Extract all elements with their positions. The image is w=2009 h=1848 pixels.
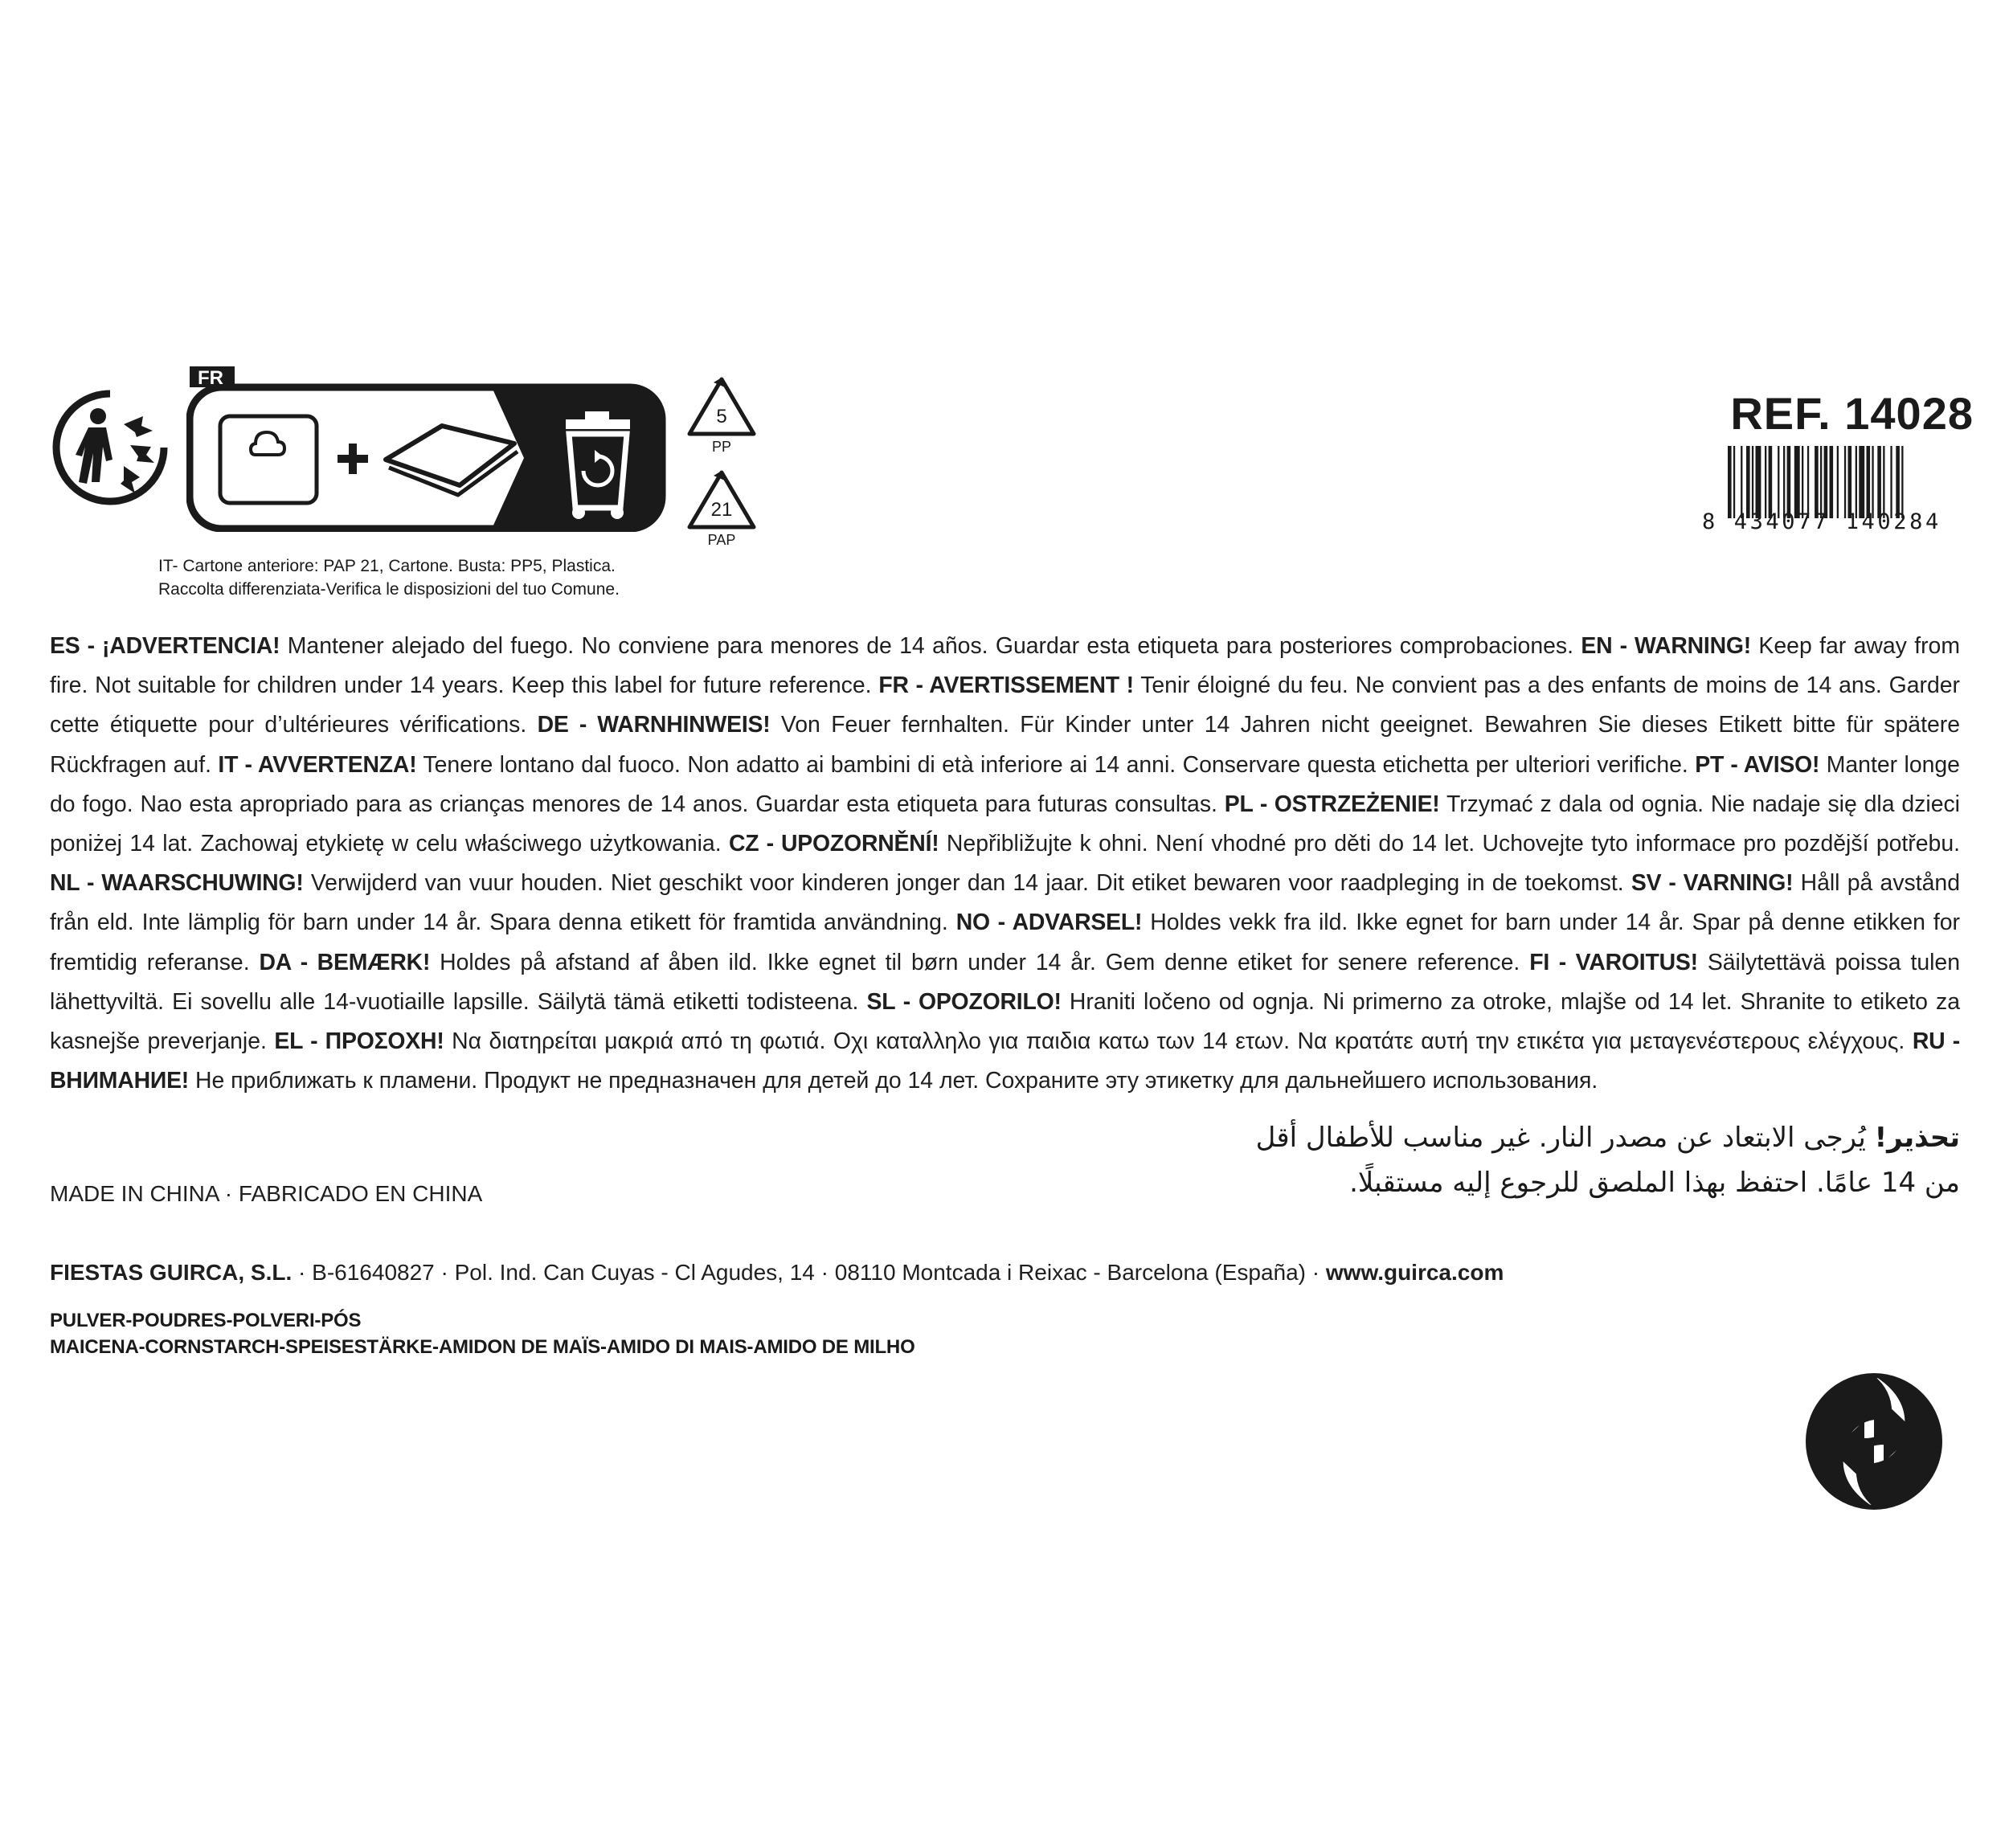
barcode-bar [1746,446,1750,518]
warning-text: Hraniti ločeno od ognja. Ni primerno za otroke, mlajše od 14 let. Shranite to etiketo za kasnejše preverjanje. [50,988,1961,1055]
multilingual-warnings [50,627,1960,1101]
barcode-bar [1872,446,1873,518]
warning-text: Manter longe do fogo. Nao esta apropriado para as crianças menores de 14 anos. Guardar esta etiqueta para futuras consultas. [50,751,1960,817]
barcode-bar [1778,446,1779,518]
pp-number: 5 [716,406,727,427]
barcode-bar [1901,446,1903,518]
barcode-digits: 8 434077 140284 [1702,509,1941,534]
fr-badge: FR [198,367,223,389]
barcode-bar [1844,446,1846,518]
product-reference: REF. 14028 [1730,388,1974,439]
barcode-bar [1890,446,1892,518]
barcode-bar [1867,446,1871,518]
arabic-warning-line-2: من 14 عامًا. احتفظ بهذا الملصق للرجوع إليه مستقبلًا. [1349,1167,1960,1199]
barcode-bar [1756,446,1761,518]
barcode-bar [1859,446,1864,518]
pap-label: PAP [707,532,736,548]
triman-recycling-icon [50,387,170,508]
warning-label: EL - ΠΡΟΣΟΧΗ! [274,1028,444,1055]
sorting-info-graphic [186,363,669,532]
warning-text: Mantener alejado del fuego. No conviene para menores de 14 años. Guardar esta etiqueta para posteriores comprobaciones. [280,633,1581,659]
barcode-bar [1802,446,1803,518]
warning-label: FI - VAROITUS! [1529,949,1698,975]
warning-text: Nepřibližujte k ohni. Není vhodné pro děti do 14 let. Uchovejte tyto informace pro pozdější potřebu. [939,831,1960,857]
warning-label: FR - AVERTISSEMENT ! [878,673,1134,699]
it-notice-line-2: Raccolta differenziata-Verifica le disposizioni del tuo Comune. [158,580,620,599]
barcode-bar [1752,446,1753,518]
warning-label: ES - ¡ADVERTENCIA! [50,633,280,659]
warning-label: DA - BEMÆRK! [259,949,431,975]
arabic-warning [1156,1115,1960,1205]
barcode [1728,446,1973,518]
company-info [50,1260,1504,1286]
barcode-bar [1783,446,1785,518]
barcode-bar [1769,446,1773,518]
barcode-bar [1820,446,1822,518]
green-dot-icon [1803,1371,1945,1512]
warning-text: Keep far away from fire. Not suitable for children under 14 years. Keep this label for future reference. [50,633,1960,699]
barcode-bar [1830,446,1834,518]
barcode-bar [1883,446,1884,518]
warning-label: IT - AVVERTENZA! [218,751,417,778]
warning-text: Von Feuer fernhalten. Für Kinder unter 14 Jahren nicht geeignet. Bewahren Sie dieses Etikett bitte für spätere Rückfragen auf. [50,712,1960,778]
company-address: · B-61640827 · Pol. Ind. Can Cuyas - Cl Agudes, 14 · 08110 Montcada i Reixac - Barcelona (España) · [292,1260,1326,1285]
barcode-bar [1794,446,1800,518]
barcode-bar [1728,446,1732,518]
arabic-warning-label: تحذير! [1874,1122,1960,1154]
warning-text: Håll på avstånd från eld. Inte lämplig för barn under 14 år. Spara denna etikett för framtida användning. [50,870,1960,936]
warning-label: CZ - UPOZORNĚNÍ! [728,831,939,857]
barcode-bar [1787,446,1791,518]
barcode-bar [1837,446,1839,518]
barcode-bar [1877,446,1881,518]
barcode-bar [1896,446,1900,518]
contents-line-1: PULVER-POUDRES-POLVERI-PÓS [50,1310,362,1331]
arabic-warning-text-1: يُرجى الابتعاد عن مصدر النار. غير مناسب للأطفال أقل [1255,1122,1875,1154]
warning-label: SV - VARNING! [1631,870,1794,897]
barcode-bar [1856,446,1857,518]
barcode-bar [1741,446,1742,518]
warning-text: Не приближать к пламени. Продукт не предназначен для детей до 14 лет. Сохраните эту этикетку для дальнейшего использования. [189,1068,1598,1094]
warning-text: Trzymać z dala od ognia. Nie nadaje się dla dzieci poniżej 14 lat. Zachowaj etykietę w celu właściwego użytkowania. [50,791,1960,857]
barcode-bar [1815,446,1819,518]
warning-label: EN - WARNING! [1581,633,1752,659]
warning-label: NO - ADVARSEL! [955,910,1143,936]
it-notice-line-1: IT- Cartone anteriore: PAP 21, Cartone. Busta: PP5, Plastica. [158,557,616,575]
pp-recycling-icon [681,374,762,455]
arabic-warning-line-1 [1156,1115,1960,1160]
warning-label: SL - OPOZORILO! [866,988,1062,1015]
warning-text: Säilytettävä poissa tulen lähettyviltä. Ei sovellu alle 14-vuotiaille lapsille. Säilytä tämä etiketti todisteena. [50,949,1961,1015]
warning-label: DE - WARNHINWEIS! [537,712,771,738]
contents-line-2: MAICENA-CORNSTARCH-SPEISESTÄRKE-AMIDON DE MAÏS-AMIDO DI MAIS-AMIDO DE MILHO [50,1336,915,1358]
barcode-bar [1824,446,1828,518]
barcode-bar [1807,446,1809,518]
made-in-label: MADE IN CHINA · FABRICADO EN CHINA [50,1181,483,1206]
warning-label: RU - ВНИМАНИЕ! [50,1028,1960,1094]
pap-recycling-icon [681,468,762,548]
warning-text: Να διατηρείται μακριά από τη φωτιά. Οχι καταλληλο για παιδια κατω των 14 ετων. Να κρατάτε αυτή την ετικέτα για μεταγενέστερους ελέγχους. [444,1028,1913,1055]
barcode-bar [1848,446,1852,518]
barcode-bar [1733,446,1735,518]
warning-label: PL - OSTRZEŻENIE! [1224,791,1440,817]
warning-label: PT - AVISO! [1695,751,1820,778]
warning-text: Holdes vekk fra ild. Ikke egnet for barn under 14 år. Spar på denne etikken for fremtidig referanse. [50,910,1960,975]
warning-label: NL - WAARSCHUWING! [50,870,304,897]
italian-recycling-notice [158,554,620,601]
warning-text: Tenere lontano dal fuoco. Non adatto ai bambini di età inferiore ai 14 anni. Conservare questa etichetta per ulteriori verifiche. [416,751,1696,778]
company-name: FIESTAS GUIRCA, S.L. [50,1260,293,1285]
pp-label: PP [711,439,732,455]
warning-text: Tenir éloigné du feu. Ne convient pas a des enfants de moins de 14 ans. Garder cette étiquette pour d’ultérieures vérifications. [50,673,1960,738]
warning-text: Verwijderd van vuur houden. Niet geschikt voor kinderen jonger dan 14 jaar. Dit etiket bewaren voor raadpleging in de toekomst. [303,870,1631,897]
company-website: www.guirca.com [1325,1260,1504,1285]
pap-number: 21 [710,499,733,521]
barcode-bar [1765,446,1766,518]
warning-text: Holdes på afstand af åben ild. Ikke egnet til børn under 14 år. Gem denne etiket for senere reference. [430,949,1530,975]
